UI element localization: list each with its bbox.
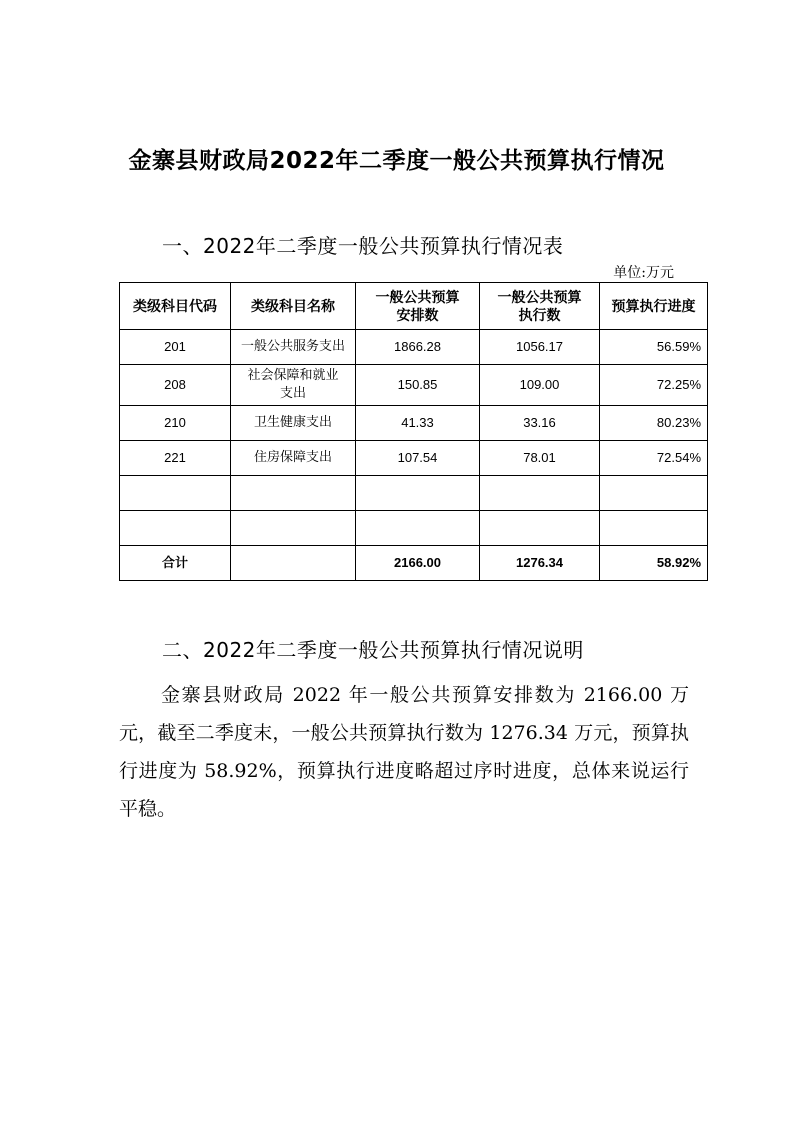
row-executed: 1056.17 bbox=[480, 330, 600, 365]
row-name bbox=[231, 511, 356, 546]
table-row-empty bbox=[120, 511, 708, 546]
row-code: 201 bbox=[120, 330, 231, 365]
page-title: 金寨县财政局2022年二季度一般公共预算执行情况 bbox=[128, 148, 665, 174]
total-name bbox=[231, 546, 356, 581]
row-budget: 1866.28 bbox=[356, 330, 480, 365]
unit-label: 单位:万元 bbox=[613, 265, 674, 281]
row-code: 208 bbox=[120, 365, 231, 406]
header-executed bbox=[480, 283, 600, 330]
total-progress: 58.92% bbox=[600, 546, 708, 581]
header-executed-text: 一般公共预算执行数 bbox=[497, 289, 582, 323]
table-row bbox=[120, 330, 708, 365]
row-executed: 109.00 bbox=[480, 365, 600, 406]
table-header-row bbox=[120, 283, 708, 330]
header-budget bbox=[356, 283, 480, 330]
row-progress: 56.59% bbox=[600, 330, 708, 365]
row-executed bbox=[480, 511, 600, 546]
row-name: 住房保障支出 bbox=[231, 441, 356, 476]
table-row bbox=[120, 406, 708, 441]
row-executed: 78.01 bbox=[480, 441, 600, 476]
row-executed: 33.16 bbox=[480, 406, 600, 441]
explanation-paragraph: 金寨县财政局 2022 年一般公共预算安排数为 2166.00 万元，截至二季度末，一般公共预算执行数为 1276.34 万元，预算执行进度为 58.92%，预算执行进度略超过序时进度，总体来说运行平稳。 bbox=[119, 684, 689, 820]
row-name bbox=[231, 365, 356, 406]
row-progress: 80.23% bbox=[600, 406, 708, 441]
row-progress: 72.54% bbox=[600, 441, 708, 476]
header-code: 类级科目代码 bbox=[120, 283, 231, 330]
header-budget-text: 一般公共预算安排数 bbox=[375, 289, 460, 323]
row-code: 210 bbox=[120, 406, 231, 441]
row-budget: 150.85 bbox=[356, 365, 480, 406]
row-progress: 72.25% bbox=[600, 365, 708, 406]
row-budget: 107.54 bbox=[356, 441, 480, 476]
row-name-text: 社会保障和就业支出 bbox=[247, 368, 339, 401]
row-progress bbox=[600, 511, 708, 546]
row-name bbox=[231, 476, 356, 511]
section-heading-table: 一、2022年二季度一般公共预算执行情况表 bbox=[162, 234, 564, 258]
row-executed bbox=[480, 476, 600, 511]
section-heading-explanation: 二、2022年二季度一般公共预算执行情况说明 bbox=[162, 638, 584, 662]
header-progress: 预算执行进度 bbox=[600, 283, 708, 330]
total-executed: 1276.34 bbox=[480, 546, 600, 581]
row-code bbox=[120, 511, 231, 546]
table-total-row bbox=[120, 546, 708, 581]
row-code: 221 bbox=[120, 441, 231, 476]
row-budget bbox=[356, 476, 480, 511]
total-budget: 2166.00 bbox=[356, 546, 480, 581]
total-label: 合计 bbox=[120, 546, 231, 581]
row-budget bbox=[356, 511, 480, 546]
row-code bbox=[120, 476, 231, 511]
table-row bbox=[120, 441, 708, 476]
row-budget: 41.33 bbox=[356, 406, 480, 441]
budget-execution-table bbox=[119, 282, 708, 581]
table-row-empty bbox=[120, 476, 708, 511]
header-name: 类级科目名称 bbox=[231, 283, 356, 330]
row-name: 一般公共服务支出 bbox=[231, 330, 356, 365]
table-row bbox=[120, 365, 708, 406]
row-name: 卫生健康支出 bbox=[231, 406, 356, 441]
row-progress bbox=[600, 476, 708, 511]
